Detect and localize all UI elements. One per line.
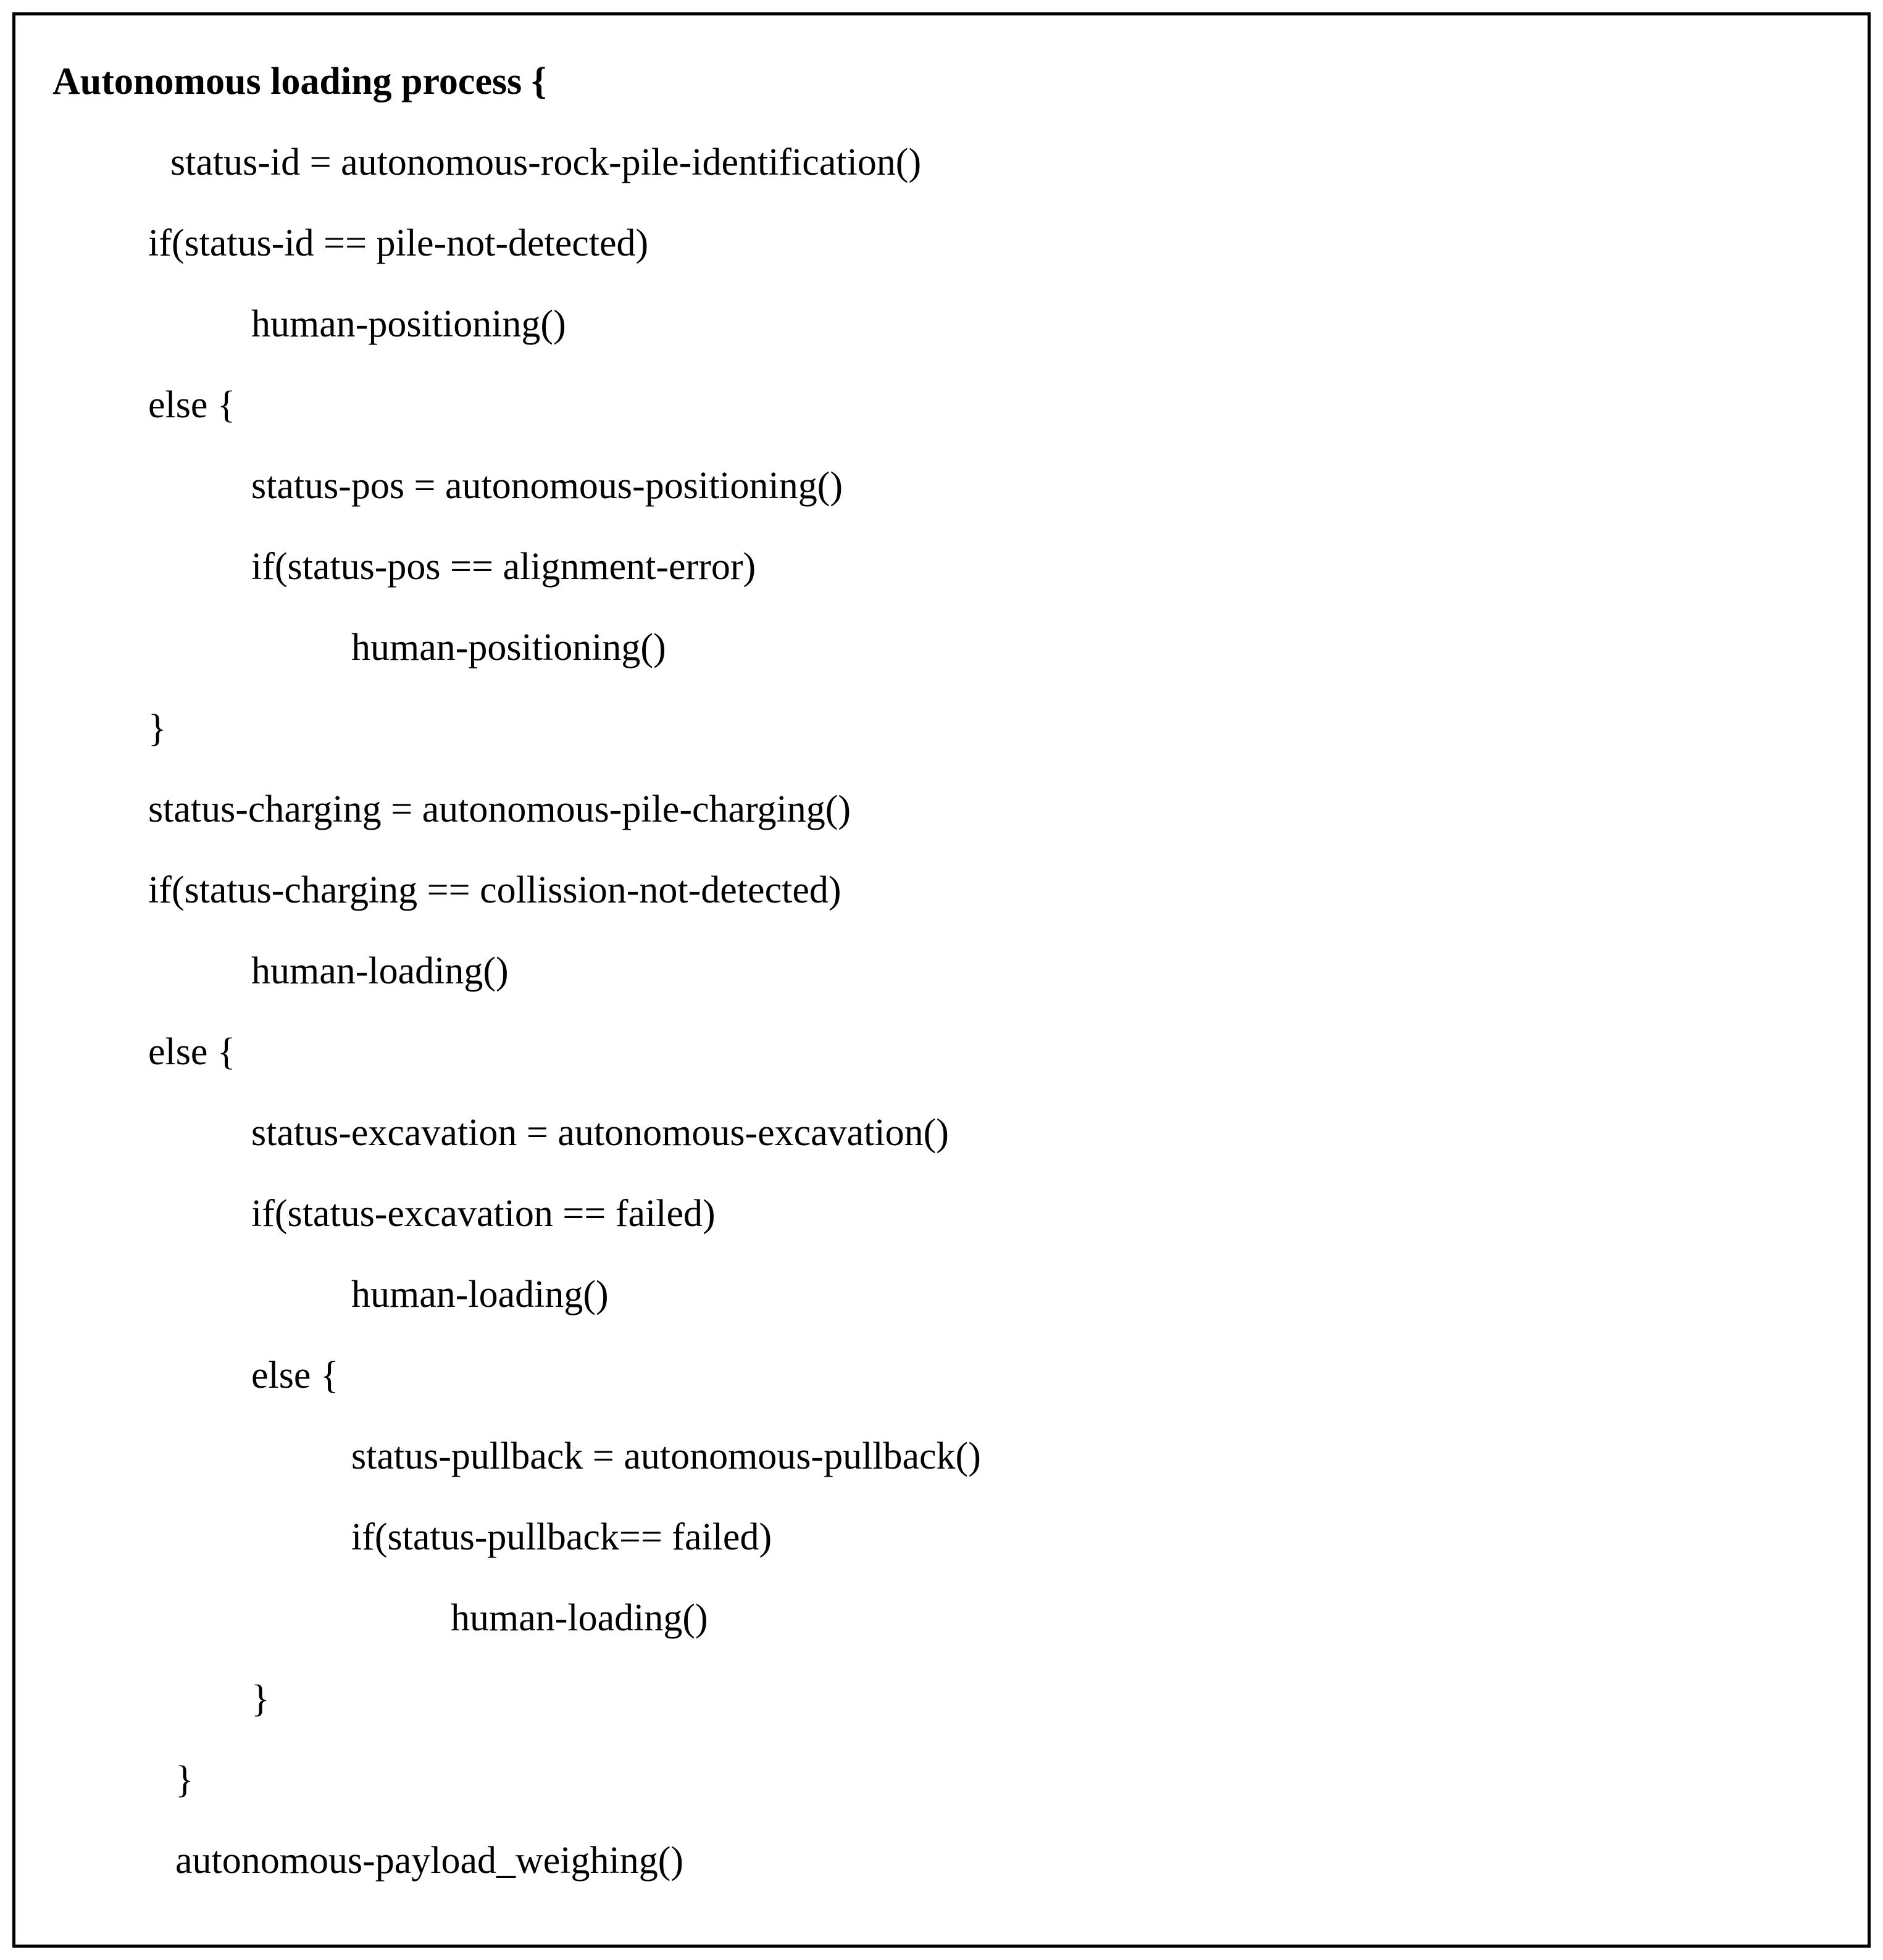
code-line: if(status-charging == collission-not-detected): [148, 869, 841, 911]
code-line: if(status-excavation == failed): [251, 1193, 716, 1235]
code-line: autonomous-payload_weighing(): [175, 1840, 684, 1882]
pseudocode-title: Autonomous loading process {: [52, 60, 547, 102]
code-line: else {: [251, 1354, 339, 1396]
code-line: human-loading(): [251, 950, 509, 992]
code-line: status-pos = autonomous-positioning(): [251, 465, 843, 507]
code-line: if(status-id == pile-not-detected): [148, 222, 649, 264]
code-line: status-pullback = autonomous-pullback(): [351, 1435, 981, 1477]
code-line: else {: [148, 1031, 236, 1073]
pseudocode-box: [12, 12, 1871, 1948]
code-line: }: [251, 1678, 270, 1720]
code-line: }: [148, 707, 167, 749]
code-line: human-loading(): [351, 1274, 609, 1316]
code-line: }: [175, 1759, 194, 1801]
code-line: human-loading(): [451, 1597, 708, 1639]
code-line: status-charging = autonomous-pile-charging(): [148, 788, 851, 830]
code-line: human-positioning(): [351, 627, 666, 669]
code-line: if(status-pullback== failed): [351, 1516, 772, 1558]
code-line: status-id = autonomous-rock-pile-identification(): [170, 141, 922, 183]
code-line: if(status-pos == alignment-error): [251, 546, 756, 588]
code-line: human-positioning(): [251, 303, 566, 345]
code-line: else {: [148, 384, 236, 426]
code-line: status-excavation = autonomous-excavation(): [251, 1112, 949, 1154]
